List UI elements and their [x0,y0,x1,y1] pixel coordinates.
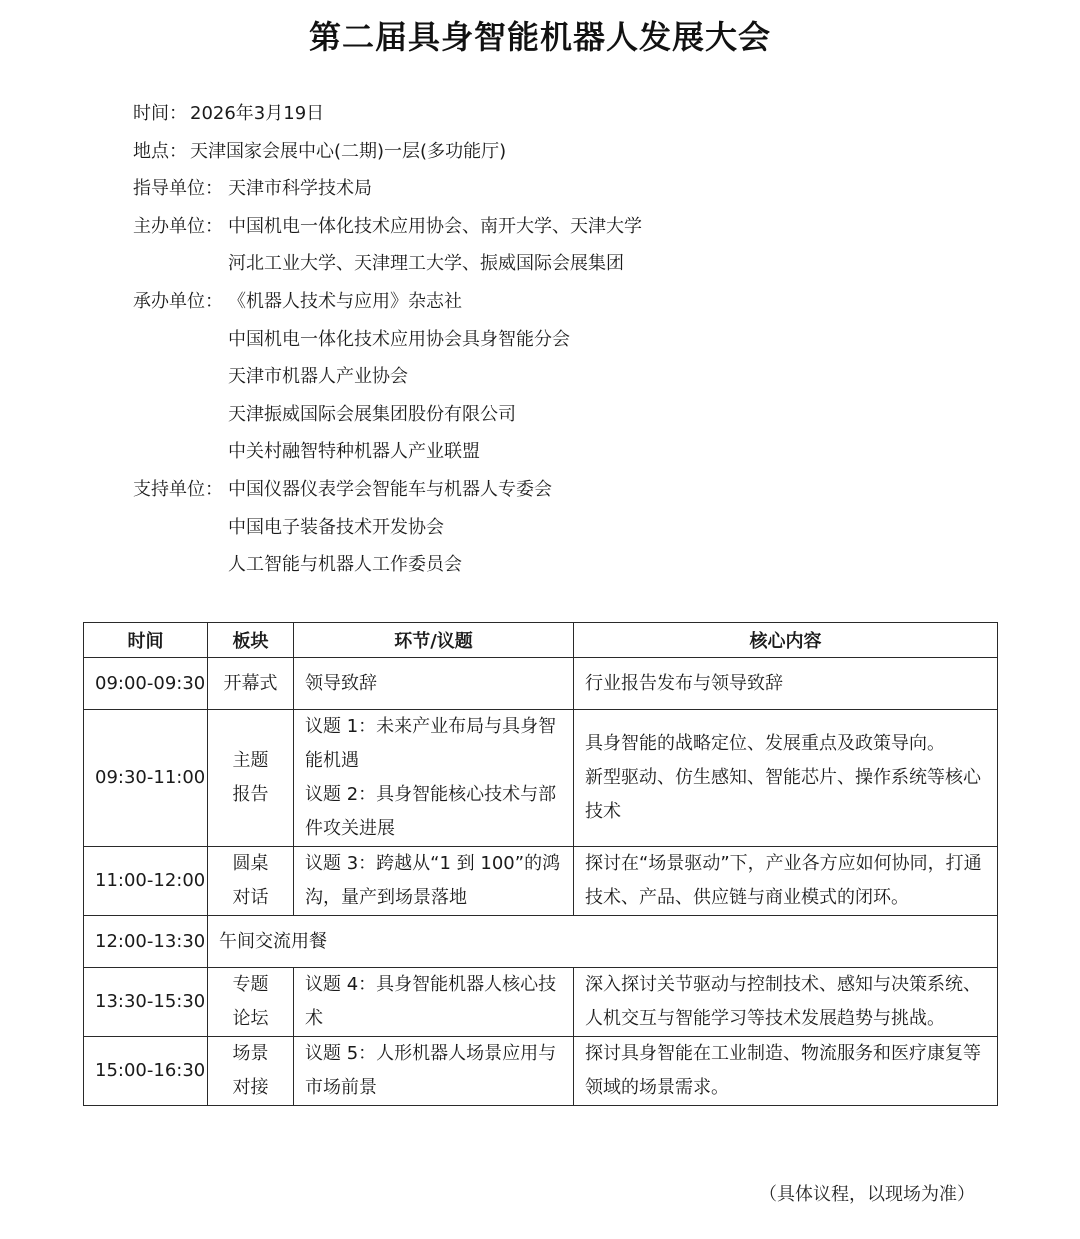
row-topic [294,847,574,916]
lunch-cell: 午间交流用餐 [208,916,998,968]
header-time: 时间 [84,623,208,658]
content-line: 行业报告发布与领导致辞 [585,672,783,694]
info-host-row-2 [133,245,1033,283]
row-topic [294,968,574,1037]
topic-line: 领导致辞 [305,672,377,694]
row-topic [294,710,574,847]
section-line: 论坛 [232,1008,269,1029]
row-time: 15:00-16:30 [84,1037,208,1106]
venue-label: 地点： [133,140,187,162]
guide-value: 天津市科学技术局 [228,178,372,200]
header-content: 核心内容 [574,623,998,658]
info-organizer-row-4 [133,396,1033,434]
row-content [574,1037,998,1106]
section-line: 报告 [232,784,269,805]
content-line: 深入探讨关节驱动与控制技术、感知与决策系统、人机交互与智能学习等技术发展趋势与挑战。 [585,974,981,1029]
section-line: 开幕式 [223,672,278,694]
row-topic [294,1037,574,1106]
section-line: 专题 [232,974,269,995]
info-organizer-row-5 [133,433,1033,471]
organizer-line: 《机器人技术与应用》杂志社 [228,290,462,312]
info-time-row [133,95,1033,133]
organizer-line: 天津市机器人产业协会 [228,366,408,388]
host-line: 中国机电一体化技术应用协会、南开大学、天津大学 [228,215,642,237]
row-section [208,710,294,847]
host-label: 主办单位： [133,215,223,237]
table-row [84,847,998,916]
header-section: 板块 [208,623,294,658]
row-content [574,710,998,847]
content-line: 具身智能的战略定位、发展重点及政策导向。 [585,733,945,754]
section-line: 场景 [232,1043,269,1064]
topic-line: 议题 2：具身智能核心技术与部件攻关进展 [305,784,557,839]
guide-label: 指导单位： [133,178,223,200]
row-content [574,658,998,710]
time-value: 2026年3月19日 [190,103,325,124]
info-support-row-3 [133,546,1033,584]
section-line: 对话 [232,887,269,908]
row-section [208,658,294,710]
footnote: （具体议程，以现场为准） [759,1184,975,1205]
row-section [208,1037,294,1106]
organizer-line: 中国机电一体化技术应用协会具身智能分会 [228,328,570,350]
host-line: 河北工业大学、天津理工大学、振威国际会展集团 [228,253,624,275]
content-line: 新型驱动、仿生感知、智能芯片、操作系统等核心技术 [585,767,981,822]
row-section [208,968,294,1037]
info-venue-row [133,133,1033,171]
section-line: 圆桌 [232,853,269,874]
support-line: 中国电子装备技术开发协会 [228,516,444,538]
organizer-line: 天津振威国际会展集团股份有限公司 [228,403,516,425]
info-guide-row [133,170,1033,208]
support-line: 中国仪器仪表学会智能车与机器人专委会 [228,478,552,500]
section-line: 对接 [232,1077,269,1098]
row-content [574,847,998,916]
row-time: 09:00-09:30 [84,658,208,710]
header-topic: 环节/议题 [294,623,574,658]
row-section [208,847,294,916]
row-topic [294,658,574,710]
table-row [84,968,998,1037]
section-line: 主题 [232,750,269,771]
row-content [574,968,998,1037]
time-label: 时间： [133,103,187,124]
table-row-lunch [84,916,998,968]
info-organizer-row-3 [133,358,1033,396]
topic-line: 议题 3：跨越从“1 到 100”的鸿沟，量产到场景落地 [305,853,561,908]
info-support-row-2 [133,509,1033,547]
info-organizer-row [133,283,1033,321]
topic-line: 议题 1：未来产业布局与具身智能机遇 [305,716,557,771]
info-support-row [133,471,1033,509]
row-time: 13:30-15:30 [84,968,208,1037]
info-organizer-row-2 [133,321,1033,359]
organizer-line: 中关村融智特种机器人产业联盟 [228,441,480,463]
venue-value: 天津国家会展中心(二期)一层(多功能厅) [190,140,507,162]
info-host-row [133,208,1033,246]
table-row [84,710,998,847]
row-time: 11:00-12:00 [84,847,208,916]
organizer-label: 承办单位： [133,290,223,312]
support-line: 人工智能与机器人工作委员会 [228,554,462,576]
row-time: 09:30-11:00 [84,710,208,847]
support-label: 支持单位： [133,478,223,500]
row-time: 12:00-13:30 [84,916,208,968]
table-row [84,1037,998,1106]
content-line: 探讨具身智能在工业制造、物流服务和医疗康复等领域的场景需求。 [585,1043,981,1098]
table-row [84,658,998,710]
page-title: 第二届具身智能机器人发展大会 [308,18,771,56]
topic-line: 议题 5：人形机器人场景应用与市场前景 [305,1043,557,1098]
agenda-table [83,622,998,1106]
content-line: 探讨在“场景驱动”下，产业各方应如何协同，打通技术、产品、供应链与商业模式的闭环。 [585,853,982,908]
table-header-row [84,623,998,658]
event-info [133,95,1033,584]
topic-line: 议题 4：具身智能机器人核心技术 [305,974,557,1029]
